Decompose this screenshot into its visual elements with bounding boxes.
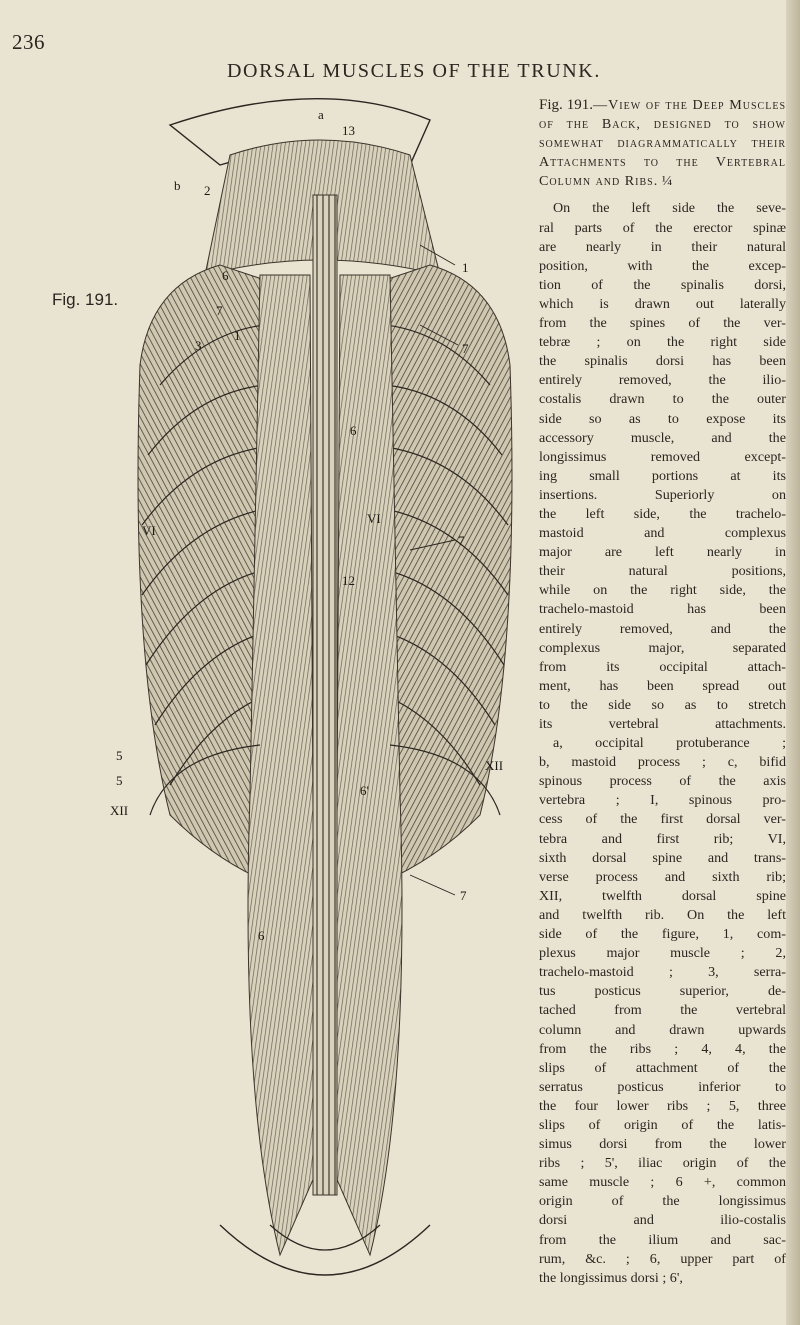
caption-line: ral parts of the erector spinæ: [539, 219, 786, 236]
figure-label-left: 7: [216, 303, 223, 318]
figure-label-left: 5: [116, 773, 123, 788]
figure-label-left: 2: [204, 183, 211, 198]
caption-line: from the ilium and sac-: [539, 1231, 786, 1248]
caption-line: slips of origin of the latis-: [539, 1116, 786, 1133]
caption-line: b, mastoid process ; c, bifid: [539, 754, 786, 771]
figure-label-right: 12: [342, 573, 355, 588]
caption-line: trachelo-mastoid has been: [539, 601, 786, 618]
caption-line: tus posticus superior, de-: [539, 983, 786, 1000]
caption-line: entirely removed, and the: [539, 620, 786, 637]
figure-side-label: Fig. 191.: [52, 290, 119, 309]
caption-title-text: —View of the Deep Muscles of the Back, designed to show somewhat diagrammatically their Attachments to the Vertebral Column and Ribs.: [539, 97, 787, 190]
caption-line: On the left side the seve-: [553, 200, 786, 217]
caption-line: ribs ; 5', iliac origin of the: [539, 1155, 786, 1172]
caption-line: their natural positions,: [539, 563, 786, 580]
caption-line: cess of the first dorsal ver-: [539, 811, 786, 828]
caption-line: a, occipital protuberance ;: [553, 735, 786, 752]
caption-line: the left side, the trachelo-: [539, 505, 786, 522]
page-number: 236: [12, 30, 45, 54]
caption-line: position, with the excep-: [539, 257, 786, 274]
anatomical-illustration: [110, 95, 540, 1315]
caption-line: from the ribs ; 4, 4, the: [539, 1040, 786, 1057]
caption-line: the spinalis dorsi has been: [539, 353, 786, 370]
caption-title: [539, 96, 786, 191]
caption-line: ment, has been spread out: [539, 677, 786, 694]
caption-line: tion of the spinalis dorsi,: [539, 276, 786, 293]
caption-line: are nearly in their natural: [539, 238, 786, 255]
caption-line: the four lower ribs ; 5, three: [539, 1097, 786, 1114]
figure-label-right: VI: [367, 511, 381, 526]
caption-line: complexus major, separated: [539, 639, 786, 656]
caption-figure-number: Fig. 191.: [539, 97, 593, 113]
caption-line: tebræ ; on the right side: [539, 334, 786, 351]
figure-label-right: 1: [462, 260, 469, 275]
figure-label-left: 6: [258, 928, 265, 943]
page-edge: [786, 0, 800, 1325]
caption-line: and twelfth rib. On the left: [539, 906, 786, 923]
figure-caption: [539, 96, 786, 1288]
caption-line: to the side so as to stretch: [539, 696, 786, 713]
caption-line: the longissimus dorsi ; 6',: [539, 1269, 683, 1286]
caption-line: accessory muscle, and the: [539, 429, 786, 446]
caption-line: insertions. Superiorly on: [539, 486, 786, 503]
figure-label-left: a: [318, 107, 324, 122]
caption-scale: ¼: [661, 173, 673, 190]
caption-line: which is drawn out laterally: [539, 295, 786, 312]
caption-line: mastoid and complexus: [539, 525, 786, 542]
caption-line: same muscle ; 6 +, common: [539, 1174, 786, 1191]
caption-line: trachelo-mastoid ; 3, serra-: [539, 964, 786, 981]
figure-label-left: 6: [222, 268, 229, 283]
caption-line: plexus major muscle ; 2,: [539, 945, 786, 962]
caption-line: side of the figure, 1, com-: [539, 926, 786, 943]
figure-label-right: XII: [485, 758, 504, 773]
caption-line: costalis drawn to the outer: [539, 391, 786, 408]
figure-label-left: 3: [195, 338, 202, 353]
caption-line: sixth dorsal spine and trans-: [539, 849, 786, 866]
caption-line: slips of attachment of the: [539, 1059, 786, 1076]
caption-line: tebra and first rib; VI,: [539, 830, 786, 847]
figure-label-left: 1: [234, 328, 241, 343]
caption-line: spinous process of the axis: [539, 773, 786, 790]
figure-label-left: VI: [142, 523, 156, 538]
caption-line: verse process and sixth rib;: [539, 868, 786, 885]
caption-line: simus dorsi from the lower: [539, 1136, 786, 1153]
caption-line: entirely removed, the ilio-: [539, 372, 786, 389]
caption-line: rum, &c. ; 6, upper part of: [539, 1250, 786, 1267]
figure-label-right: 7: [458, 533, 465, 548]
figure-label-left: 5: [116, 748, 123, 763]
caption-line: dorsi and ilio-costalis: [539, 1212, 786, 1229]
caption-line: XII, twelfth dorsal spine: [539, 887, 786, 904]
caption-line: longissimus removed except-: [539, 448, 786, 465]
caption-line: column and drawn upwards: [539, 1021, 786, 1038]
figure-label-right: 7: [460, 888, 467, 903]
caption-body: [539, 199, 786, 1287]
caption-line: its vertebral attachments.: [539, 716, 786, 732]
caption-line: ing small portions at its: [539, 467, 786, 484]
dorsal-muscles-engraving-icon: [110, 95, 540, 1315]
running-head: DORSAL MUSCLES OF THE TRUNK.: [227, 60, 601, 82]
caption-line: from the spines of the ver-: [539, 315, 786, 332]
caption-line: side so as to expose its: [539, 410, 786, 427]
caption-line: from its occipital attach-: [539, 658, 786, 675]
figure-label-right: 6: [350, 423, 357, 438]
figure-label-right: 7: [462, 341, 469, 356]
figure-label-left: 13: [342, 123, 355, 138]
figure-label-right: 6': [360, 783, 369, 798]
caption-line: vertebra ; I, spinous pro-: [539, 792, 786, 809]
caption-line: tached from the vertebral: [539, 1002, 786, 1019]
caption-line: while on the right side, the: [539, 582, 786, 599]
figure-label-left: XII: [110, 803, 129, 818]
caption-line: serratus posticus inferior to: [539, 1078, 786, 1095]
caption-line: origin of the longissimus: [539, 1193, 786, 1210]
figure-label-left: b: [174, 178, 181, 193]
caption-line: major are left nearly in: [539, 544, 786, 561]
